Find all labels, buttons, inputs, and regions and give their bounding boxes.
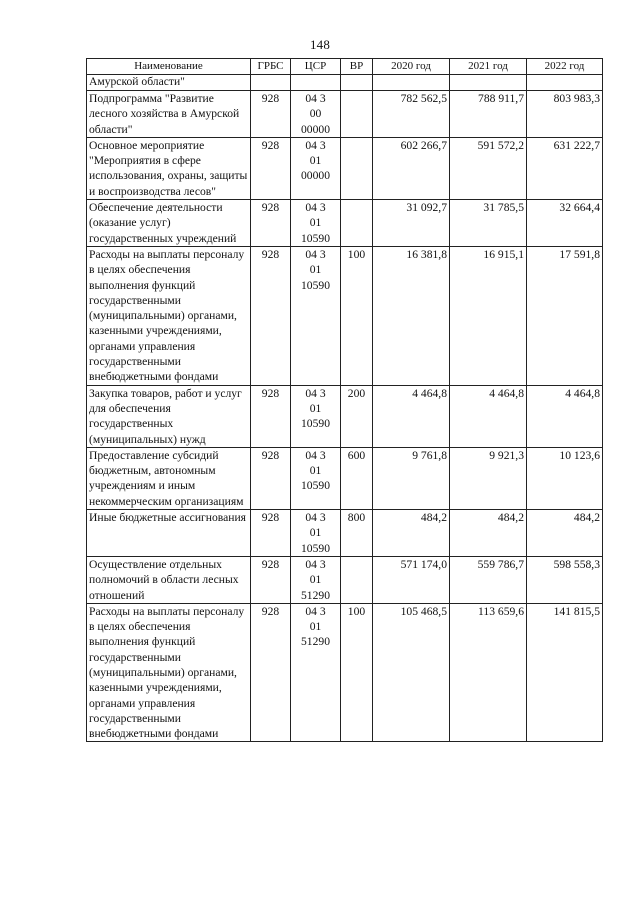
cell-2021: 591 572,2 (450, 137, 527, 199)
cell-2021: 484,2 (450, 510, 527, 557)
cell-name: Предоставление субсидий бюджетным, автономным учреждениям и иным некоммерческим организациям (87, 447, 251, 509)
cell-grbs: 928 (251, 385, 291, 447)
cell-2020: 782 562,5 (373, 91, 450, 138)
cell-2022: 4 464,8 (527, 385, 603, 447)
cell-vr: 600 (341, 447, 373, 509)
cell-2020: 571 174,0 (373, 556, 450, 603)
table-row (87, 510, 603, 557)
cell-grbs: 928 (251, 510, 291, 557)
cell-2022: 631 222,7 (527, 137, 603, 199)
cell-2020: 9 761,8 (373, 447, 450, 509)
cell-csr: 04 3 01 10590 (291, 510, 341, 557)
cell-2020: 602 266,7 (373, 137, 450, 199)
cell-2021 (450, 75, 527, 91)
continuation-text: Амурской области" (87, 75, 251, 91)
cell-vr: 100 (341, 603, 373, 742)
cell-vr: 200 (341, 385, 373, 447)
cell-2022: 803 983,3 (527, 91, 603, 138)
cell-csr (291, 75, 341, 91)
header-2020: 2020 год (373, 59, 450, 75)
cell-csr: 04 3 01 51290 (291, 603, 341, 742)
cell-csr: 04 3 01 10590 (291, 447, 341, 509)
cell-vr (341, 137, 373, 199)
cell-2020: 4 464,8 (373, 385, 450, 447)
cell-2021: 788 911,7 (450, 91, 527, 138)
cell-vr: 800 (341, 510, 373, 557)
cell-grbs: 928 (251, 200, 291, 247)
cell-grbs: 928 (251, 447, 291, 509)
cell-2020 (373, 75, 450, 91)
cell-grbs: 928 (251, 246, 291, 385)
cell-grbs: 928 (251, 91, 291, 138)
cell-2022: 141 815,5 (527, 603, 603, 742)
table-body (87, 75, 603, 742)
header-2021: 2021 год (450, 59, 527, 75)
table-row (87, 137, 603, 199)
cell-grbs: 928 (251, 556, 291, 603)
cell-csr: 04 3 01 10590 (291, 385, 341, 447)
cell-2021: 9 921,3 (450, 447, 527, 509)
cell-2022 (527, 75, 603, 91)
cell-grbs: 928 (251, 603, 291, 742)
budget-table (86, 58, 603, 742)
cell-vr (341, 556, 373, 603)
cell-csr: 04 3 01 00000 (291, 137, 341, 199)
cell-2020: 484,2 (373, 510, 450, 557)
cell-2021: 4 464,8 (450, 385, 527, 447)
cell-2022: 484,2 (527, 510, 603, 557)
table-row (87, 91, 603, 138)
cell-csr: 04 3 01 51290 (291, 556, 341, 603)
cell-grbs (251, 75, 291, 91)
cell-grbs: 928 (251, 137, 291, 199)
cell-csr: 04 3 01 10590 (291, 246, 341, 385)
table-row (87, 246, 603, 385)
cell-2022: 598 558,3 (527, 556, 603, 603)
cell-2022: 10 123,6 (527, 447, 603, 509)
table-row (87, 385, 603, 447)
cell-name: Иные бюджетные ассигнования (87, 510, 251, 557)
table-row (87, 603, 603, 742)
header-grbs: ГРБС (251, 59, 291, 75)
page-number: 148 (309, 37, 331, 52)
table-row (87, 556, 603, 603)
cell-2021: 31 785,5 (450, 200, 527, 247)
cell-name: Закупка товаров, работ и услуг для обеспечения государственных (муниципальных) нужд (87, 385, 251, 447)
continuation-row (87, 75, 603, 91)
cell-csr: 04 3 01 10590 (291, 200, 341, 247)
cell-vr (341, 75, 373, 91)
cell-name: Расходы на выплаты персоналу в целях обеспечения выполнения функций государственными (муниципальными) органами, казенными учреждениями, органами управления государственными внебюджетными фондами (87, 603, 251, 742)
cell-name: Подпрограмма "Развитие лесного хозяйства в Амурской области" (87, 91, 251, 138)
header-name: Наименование (87, 59, 251, 75)
cell-2020: 105 468,5 (373, 603, 450, 742)
cell-vr (341, 200, 373, 247)
cell-2022: 17 591,8 (527, 246, 603, 385)
cell-name: Осуществление отдельных полномочий в области лесных отношений (87, 556, 251, 603)
cell-name: Расходы на выплаты персоналу в целях обеспечения выполнения функций государственными (муниципальными) органами, казенными учреждениями, органами управления государственными внебюджетными фондами (87, 246, 251, 385)
header-2022: 2022 год (527, 59, 603, 75)
cell-vr (341, 91, 373, 138)
cell-2021: 113 659,6 (450, 603, 527, 742)
table-row (87, 200, 603, 247)
cell-2020: 16 381,8 (373, 246, 450, 385)
cell-2021: 16 915,1 (450, 246, 527, 385)
cell-name: Основное мероприятие "Мероприятия в сфере использования, охраны, защиты и воспроизводства лесов" (87, 137, 251, 199)
cell-vr: 100 (341, 246, 373, 385)
cell-csr: 04 3 00 00000 (291, 91, 341, 138)
cell-2021: 559 786,7 (450, 556, 527, 603)
table-header (87, 59, 603, 75)
header-vr: ВР (341, 59, 373, 75)
cell-2020: 31 092,7 (373, 200, 450, 247)
cell-name: Обеспечение деятельности (оказание услуг) государственных учреждений (87, 200, 251, 247)
table-row (87, 447, 603, 509)
cell-2022: 32 664,4 (527, 200, 603, 247)
header-csr: ЦСР (291, 59, 341, 75)
